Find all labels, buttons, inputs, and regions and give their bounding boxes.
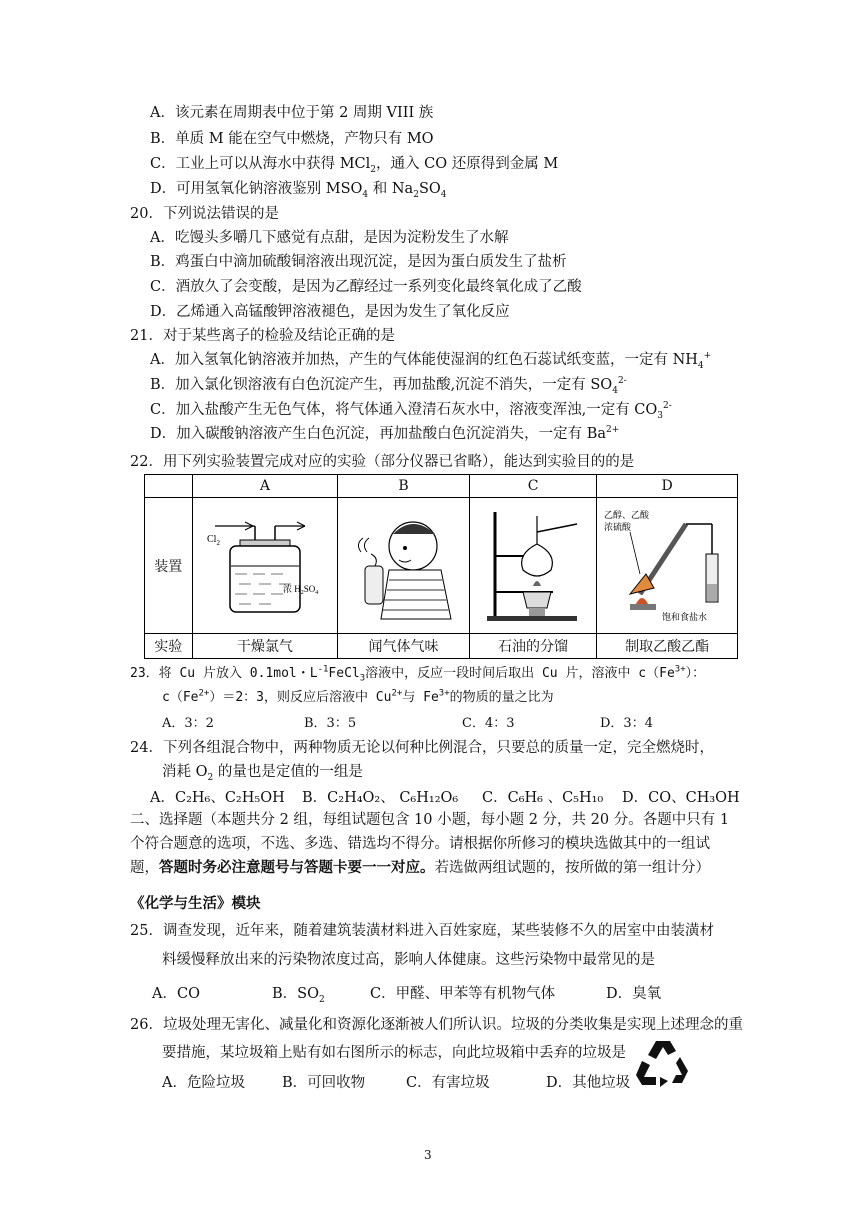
q24-line2: 消耗 $O_2$ 的量也是定值的一组是 bbox=[162, 764, 363, 783]
q22-stem: 22．用下列实验装置完成对应的实验（部分仪器已省略），能达到实验目的的是 bbox=[130, 454, 635, 470]
q21-stem: 21．对于某些离子的检验及结论正确的是 bbox=[130, 328, 395, 344]
experiment-b: 闻气体气味 bbox=[338, 634, 470, 659]
q19-option-c: C．工业上可以从海水中获得 MCl$_2$，通入 CO 还原得到金属 M bbox=[150, 156, 559, 175]
q26-line1: 26．垃圾处理无害化、减量化和资源化逐渐被人们所认识。垃圾的分类收集是实现上述理念的重 bbox=[130, 1017, 743, 1033]
row-label-apparatus: 装置 bbox=[145, 498, 193, 634]
q21-option-b: B．加入氯化钡溶液有白色沉淀产生，再加盐酸,沉淀不消失，一定有 $SO_4^{2-}$ bbox=[150, 376, 627, 396]
apparatus-d-label3: 饱和食盐水 bbox=[661, 611, 707, 622]
q24-option-d: D．CO、CH₃OH bbox=[622, 790, 740, 806]
section2-line2: 个符合题意的选项，不选、多选、错选均不得分。请根据你所修习的模块选做其中的一组试 bbox=[130, 836, 710, 852]
q26-line2: 要措施，某垃圾箱上贴有如右图所示的标志，向此垃圾箱中丢弃的垃圾是 bbox=[162, 1045, 626, 1061]
page-number: 3 bbox=[424, 1148, 432, 1162]
row-label-experiment: 实验 bbox=[145, 634, 193, 659]
q20-option-d: D．乙烯通入高锰酸钾溶液褪色，是因为发生了氧化反应 bbox=[150, 304, 510, 320]
q25-option-a: A．CO bbox=[152, 986, 200, 1002]
q25-option-d: D．臭氧 bbox=[606, 986, 662, 1002]
q19-option-b: B．单质 M 能在空气中燃烧，产物只有 MO bbox=[150, 131, 434, 147]
section2-line1: 二、选择题（本题共分 2 组，每组试题包含 10 小题，每小题 2 分，共 20 分。各题中只有 1 bbox=[130, 812, 730, 828]
q24-option-c: C．C₆H₆ 、C₅H₁₀ bbox=[482, 790, 604, 806]
apparatus-d-label1: 乙醇、乙酸 bbox=[603, 509, 649, 520]
q20-option-b: B．鸡蛋白中滴加硫酸铜溶液出现沉淀，是因为蛋白质发生了盐析 bbox=[150, 254, 567, 270]
table-corner bbox=[145, 475, 193, 498]
q26-option-b: B．可回收物 bbox=[282, 1075, 366, 1091]
q25-line2: 料缓慢释放出来的污染物浓度过高，影响人体健康。这些污染物中最常见的是 bbox=[162, 952, 655, 968]
q23-option-c: C．4：3 bbox=[462, 716, 515, 731]
q25-line1: 25．调查发现，近年来，随着建筑装潢材料进入百姓家庭，某些装修不久的居室中由装潢材 bbox=[130, 923, 714, 939]
apparatus-a-drying-bottle bbox=[192, 498, 338, 634]
q24-line1: 24．下列各组混合物中，两种物质无论以何种比例混合，只要总的质量一定，完全燃烧时， bbox=[130, 740, 714, 756]
q24-option-b: B．C₂H₄O₂、 C₆H₁₂O₆ bbox=[302, 790, 459, 806]
q24-option-a: A．C₂H₆、C₂H₅OH bbox=[150, 790, 285, 806]
apparatus-a-label-cl2: $Cl_2$ bbox=[206, 533, 220, 547]
col-header-a: A bbox=[192, 475, 338, 498]
apparatus-c-distillation bbox=[469, 498, 597, 634]
apparatus-d-ester-prep bbox=[597, 498, 738, 634]
section2-line3: 题，答题时务必注意题号与答题卡要一一对应。若选做两组试题的，按所做的第一组计分） bbox=[130, 859, 710, 876]
col-header-c: C bbox=[469, 475, 597, 498]
q21-option-c: C．加入盐酸产生无色气体，将气体通入澄清石灰水中，溶液变浑浊,一定有 $CO_3^{2-}$ bbox=[150, 401, 672, 421]
experiment-a: 干燥氯气 bbox=[192, 634, 338, 659]
q25-option-c: C．甲醛、甲苯等有机物气体 bbox=[370, 986, 556, 1002]
q26-option-a: A．危险垃圾 bbox=[162, 1075, 245, 1091]
apparatus-table bbox=[144, 474, 738, 659]
experiment-d: 制取乙酸乙酯 bbox=[597, 634, 738, 659]
q23-line1: 23．将 Cu 片放入 0.1mol・$L^{-1}FeCl_3$溶液中，反应一段时间后取出 Cu 片，溶液中 $c(Fe^{3+})$： bbox=[130, 664, 706, 684]
q21-option-a: A．加入氢氧化钠溶液并加热，产生的气体能使湿润的红色石蕊试纸变蓝，一定有 $NH_4^+$ bbox=[150, 351, 712, 371]
q25-option-b: B．$SO_2$ bbox=[272, 986, 325, 1005]
col-header-d: D bbox=[597, 475, 738, 498]
col-header-b: B bbox=[338, 475, 470, 498]
experiment-c: 石油的分馏 bbox=[469, 634, 597, 659]
q20-stem: 20．下列说法错误的是 bbox=[130, 206, 279, 222]
module-title: 《化学与生活》模块 bbox=[130, 895, 261, 912]
q23-option-b: B．3：5 bbox=[304, 716, 357, 731]
q23-option-a: A．3：2 bbox=[162, 716, 214, 731]
q19-option-a: A．该元素在周期表中位于第 2 周期 VIII 族 bbox=[150, 105, 434, 121]
apparatus-b-smell-gas bbox=[338, 498, 470, 634]
q23-option-d: D．3：4 bbox=[600, 716, 653, 731]
q23-line2: $c(Fe^{2+})=2$：3，则反应后溶液中 $Cu^{2+}$与 $Fe^{3+}$的物质的量之比为 bbox=[162, 688, 554, 705]
recycling-icon bbox=[634, 1037, 692, 1089]
q21-option-d: D．加入碳酸钠溶液产生白色沉淀，再加盐酸白色沉淀消失，一定有 $Ba^{2+}$ bbox=[150, 425, 620, 442]
q26-option-c: C．有害垃圾 bbox=[406, 1075, 490, 1091]
q20-option-a: A．吃馒头多嚼几下感觉有点甜，是因为淀粉发生了水解 bbox=[150, 230, 509, 246]
q26-option-d: D．其他垃圾 bbox=[546, 1075, 631, 1091]
apparatus-d-label2: 浓硫酸 bbox=[603, 521, 631, 532]
q20-option-c: C．酒放久了会变酸，是因为乙醇经过一系列变化最终氧化成了乙酸 bbox=[150, 279, 582, 295]
q19-option-d: D．可用氢氧化钠溶液鉴别 $MSO_4$ 和 $Na_2SO_4$ bbox=[150, 181, 447, 200]
apparatus-a-label-acid: 浓 $H_2SO_4$ bbox=[282, 583, 319, 596]
